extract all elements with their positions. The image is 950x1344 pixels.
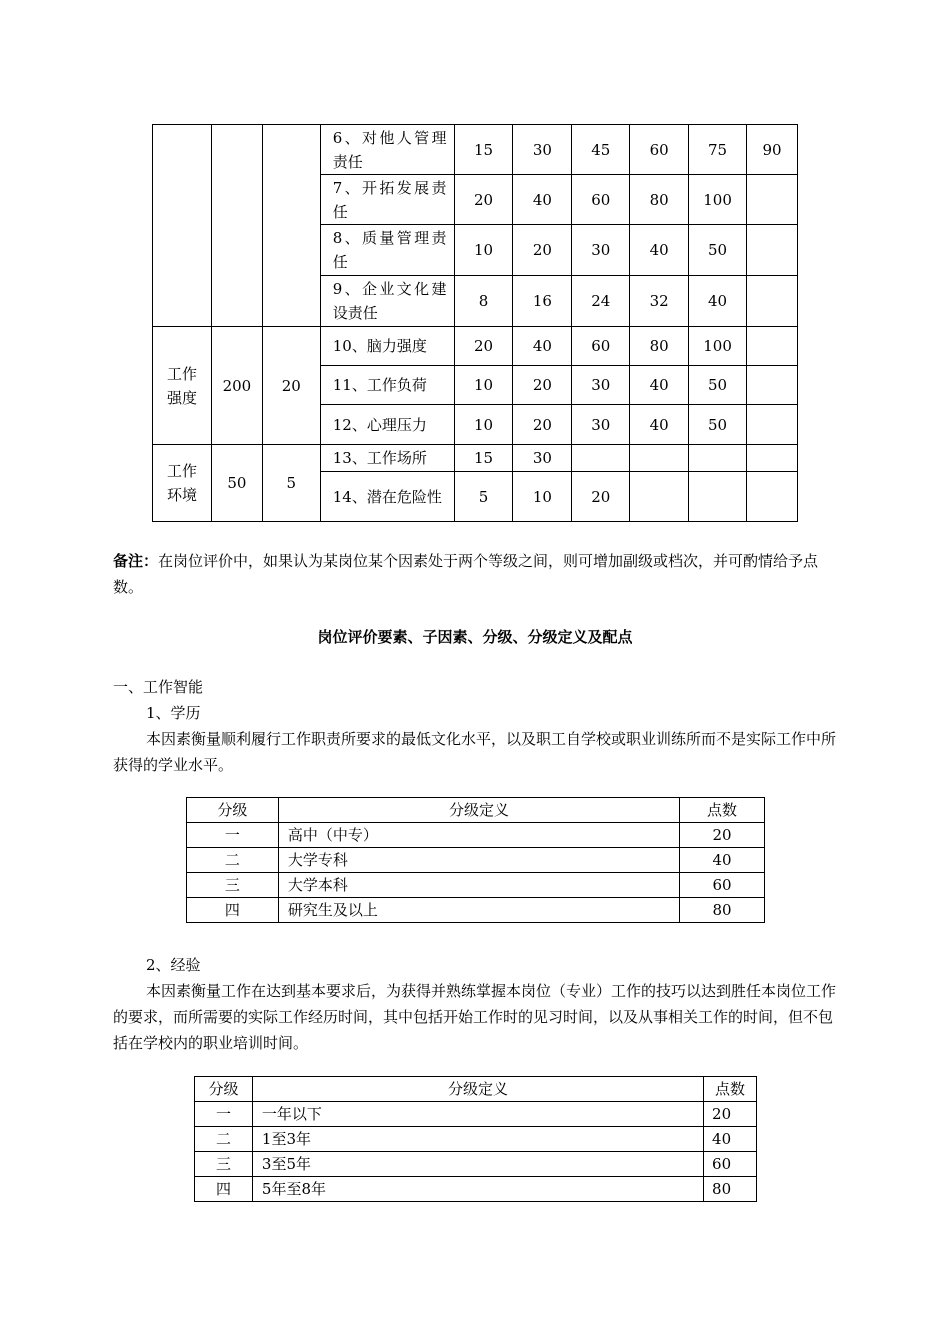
- value-cell: 20: [513, 366, 572, 405]
- value-cell: [747, 276, 798, 327]
- definition-cell: 大学本科: [278, 873, 679, 898]
- value-cell: [747, 175, 798, 225]
- value-cell: 5: [454, 472, 513, 522]
- value-cell: 30: [572, 366, 630, 405]
- factor-cell: 6、对他人管理责任: [320, 125, 454, 175]
- table-row: [187, 873, 765, 898]
- table-row: [195, 1152, 757, 1177]
- value-cell: 60: [572, 327, 630, 366]
- total-cell: [211, 125, 262, 327]
- grade-cell: 一: [195, 1102, 253, 1127]
- value-cell: 15: [454, 445, 513, 472]
- definition-cell: 大学专科: [278, 848, 679, 873]
- factor-cell: 8、质量管理责任: [320, 225, 454, 276]
- value-cell: 100: [689, 327, 747, 366]
- header-cell: 点数: [704, 1077, 757, 1102]
- table-row: [195, 1177, 757, 1202]
- factor-cell: 10、脑力强度: [320, 327, 454, 366]
- value-cell: 60: [572, 175, 630, 225]
- definition-cell: 研究生及以上: [278, 898, 679, 923]
- subsection-description: 本因素衡量顺利履行工作职责所要求的最低文化水平，以及职工自学校或职业训练所而不是实际工作中所获得的学业水平。: [113, 730, 837, 774]
- value-cell: [747, 445, 798, 472]
- table-row: [195, 1102, 757, 1127]
- section-heading: 一、工作智能: [113, 678, 204, 696]
- group-cell: 工作强度: [153, 327, 212, 445]
- value-cell: [747, 327, 798, 366]
- points-cell: 80: [680, 898, 765, 923]
- note-text: 在岗位评价中，如果认为某岗位某个因素处于两个等级之间，则可增加副级或档次，并可酌情给予点数。: [113, 552, 819, 596]
- group-cell: [153, 125, 212, 327]
- factor-cell: 14、潜在危险性: [320, 472, 454, 522]
- evaluation-points-table: [152, 124, 798, 522]
- value-cell: 90: [747, 125, 798, 175]
- value-cell: 30: [572, 225, 630, 276]
- value-cell: [747, 405, 798, 445]
- grade-cell: 四: [187, 898, 279, 923]
- value-cell: [630, 445, 689, 472]
- factor-cell: 12、心理压力: [320, 405, 454, 445]
- note-paragraph: [113, 548, 838, 600]
- value-cell: 10: [454, 405, 513, 445]
- value-cell: 30: [513, 445, 572, 472]
- grade-cell: 一: [187, 823, 279, 848]
- definition-cell: 一年以下: [252, 1102, 703, 1127]
- value-cell: 100: [689, 175, 747, 225]
- factor-cell: 13、工作场所: [320, 445, 454, 472]
- subsection-heading: 1、学历: [146, 704, 201, 722]
- value-cell: [747, 225, 798, 276]
- grade-cell: 四: [195, 1177, 253, 1202]
- value-cell: 40: [513, 327, 572, 366]
- subsection-heading: 2、经验: [146, 956, 201, 974]
- value-cell: 80: [630, 327, 689, 366]
- definition-cell: 1至3年: [252, 1127, 703, 1152]
- section-title: 岗位评价要素、子因素、分级、分级定义及配点: [317, 628, 633, 646]
- value-cell: 50: [689, 225, 747, 276]
- header-cell: 点数: [680, 798, 765, 823]
- value-cell: 40: [630, 405, 689, 445]
- value-cell: 16: [513, 276, 572, 327]
- table-row: [153, 327, 798, 366]
- value-cell: 75: [689, 125, 747, 175]
- experience-grade-table: [194, 1076, 757, 1202]
- table-row: [187, 898, 765, 923]
- points-cell: 60: [704, 1152, 757, 1177]
- header-cell: 分级定义: [278, 798, 679, 823]
- value-cell: 40: [630, 366, 689, 405]
- value-cell: [572, 445, 630, 472]
- points-cell: 40: [680, 848, 765, 873]
- weight-cell: 20: [262, 327, 320, 445]
- subsection-description: 本因素衡量工作在达到基本要求后，为获得并熟练掌握本岗位（专业）工作的技巧以达到胜任本岗位工作的要求，而所需要的实际工作经历时间，其中包括开始工作时的见习时间，以及从事相关工作的时间，但不包括在学校内的职业培训时间。: [113, 982, 837, 1052]
- value-cell: 32: [630, 276, 689, 327]
- value-cell: 20: [572, 472, 630, 522]
- points-cell: 20: [680, 823, 765, 848]
- factor-cell: 11、工作负荷: [320, 366, 454, 405]
- table-header-row: [187, 798, 765, 823]
- group-cell: 工作环境: [153, 445, 212, 522]
- points-cell: 80: [704, 1177, 757, 1202]
- value-cell: [689, 445, 747, 472]
- grade-cell: 二: [187, 848, 279, 873]
- value-cell: 20: [513, 225, 572, 276]
- value-cell: 60: [630, 125, 689, 175]
- points-cell: 60: [680, 873, 765, 898]
- grade-cell: 二: [195, 1127, 253, 1152]
- value-cell: 40: [630, 225, 689, 276]
- value-cell: 10: [513, 472, 572, 522]
- header-cell: 分级: [187, 798, 279, 823]
- value-cell: 40: [513, 175, 572, 225]
- definition-cell: 3至5年: [252, 1152, 703, 1177]
- note-label: 备注：: [113, 552, 159, 570]
- weight-cell: 5: [262, 445, 320, 522]
- value-cell: [747, 472, 798, 522]
- grade-cell: 三: [195, 1152, 253, 1177]
- weight-cell: [262, 125, 320, 327]
- factor-cell: 7、开拓发展责任: [320, 175, 454, 225]
- value-cell: 15: [454, 125, 513, 175]
- total-cell: 200: [211, 327, 262, 445]
- value-cell: 24: [572, 276, 630, 327]
- value-cell: 8: [454, 276, 513, 327]
- value-cell: 40: [689, 276, 747, 327]
- table-row: [153, 125, 798, 175]
- value-cell: 50: [689, 405, 747, 445]
- factor-cell: 9、企业文化建设责任: [320, 276, 454, 327]
- value-cell: [747, 366, 798, 405]
- table-header-row: [195, 1077, 757, 1102]
- value-cell: 30: [572, 405, 630, 445]
- value-cell: 80: [630, 175, 689, 225]
- header-cell: 分级: [195, 1077, 253, 1102]
- table-row: [187, 848, 765, 873]
- definition-cell: 5年至8年: [252, 1177, 703, 1202]
- value-cell: 10: [454, 225, 513, 276]
- header-cell: 分级定义: [252, 1077, 703, 1102]
- table-row: [195, 1127, 757, 1152]
- value-cell: 50: [689, 366, 747, 405]
- total-cell: 50: [211, 445, 262, 522]
- table-row: [153, 445, 798, 472]
- value-cell: 30: [513, 125, 572, 175]
- points-cell: 40: [704, 1127, 757, 1152]
- education-grade-table: [186, 797, 765, 923]
- value-cell: 45: [572, 125, 630, 175]
- value-cell: 20: [513, 405, 572, 445]
- grade-cell: 三: [187, 873, 279, 898]
- points-cell: 20: [704, 1102, 757, 1127]
- value-cell: [630, 472, 689, 522]
- table-row: [187, 823, 765, 848]
- definition-cell: 高中（中专）: [278, 823, 679, 848]
- value-cell: [689, 472, 747, 522]
- value-cell: 20: [454, 327, 513, 366]
- value-cell: 20: [454, 175, 513, 225]
- value-cell: 10: [454, 366, 513, 405]
